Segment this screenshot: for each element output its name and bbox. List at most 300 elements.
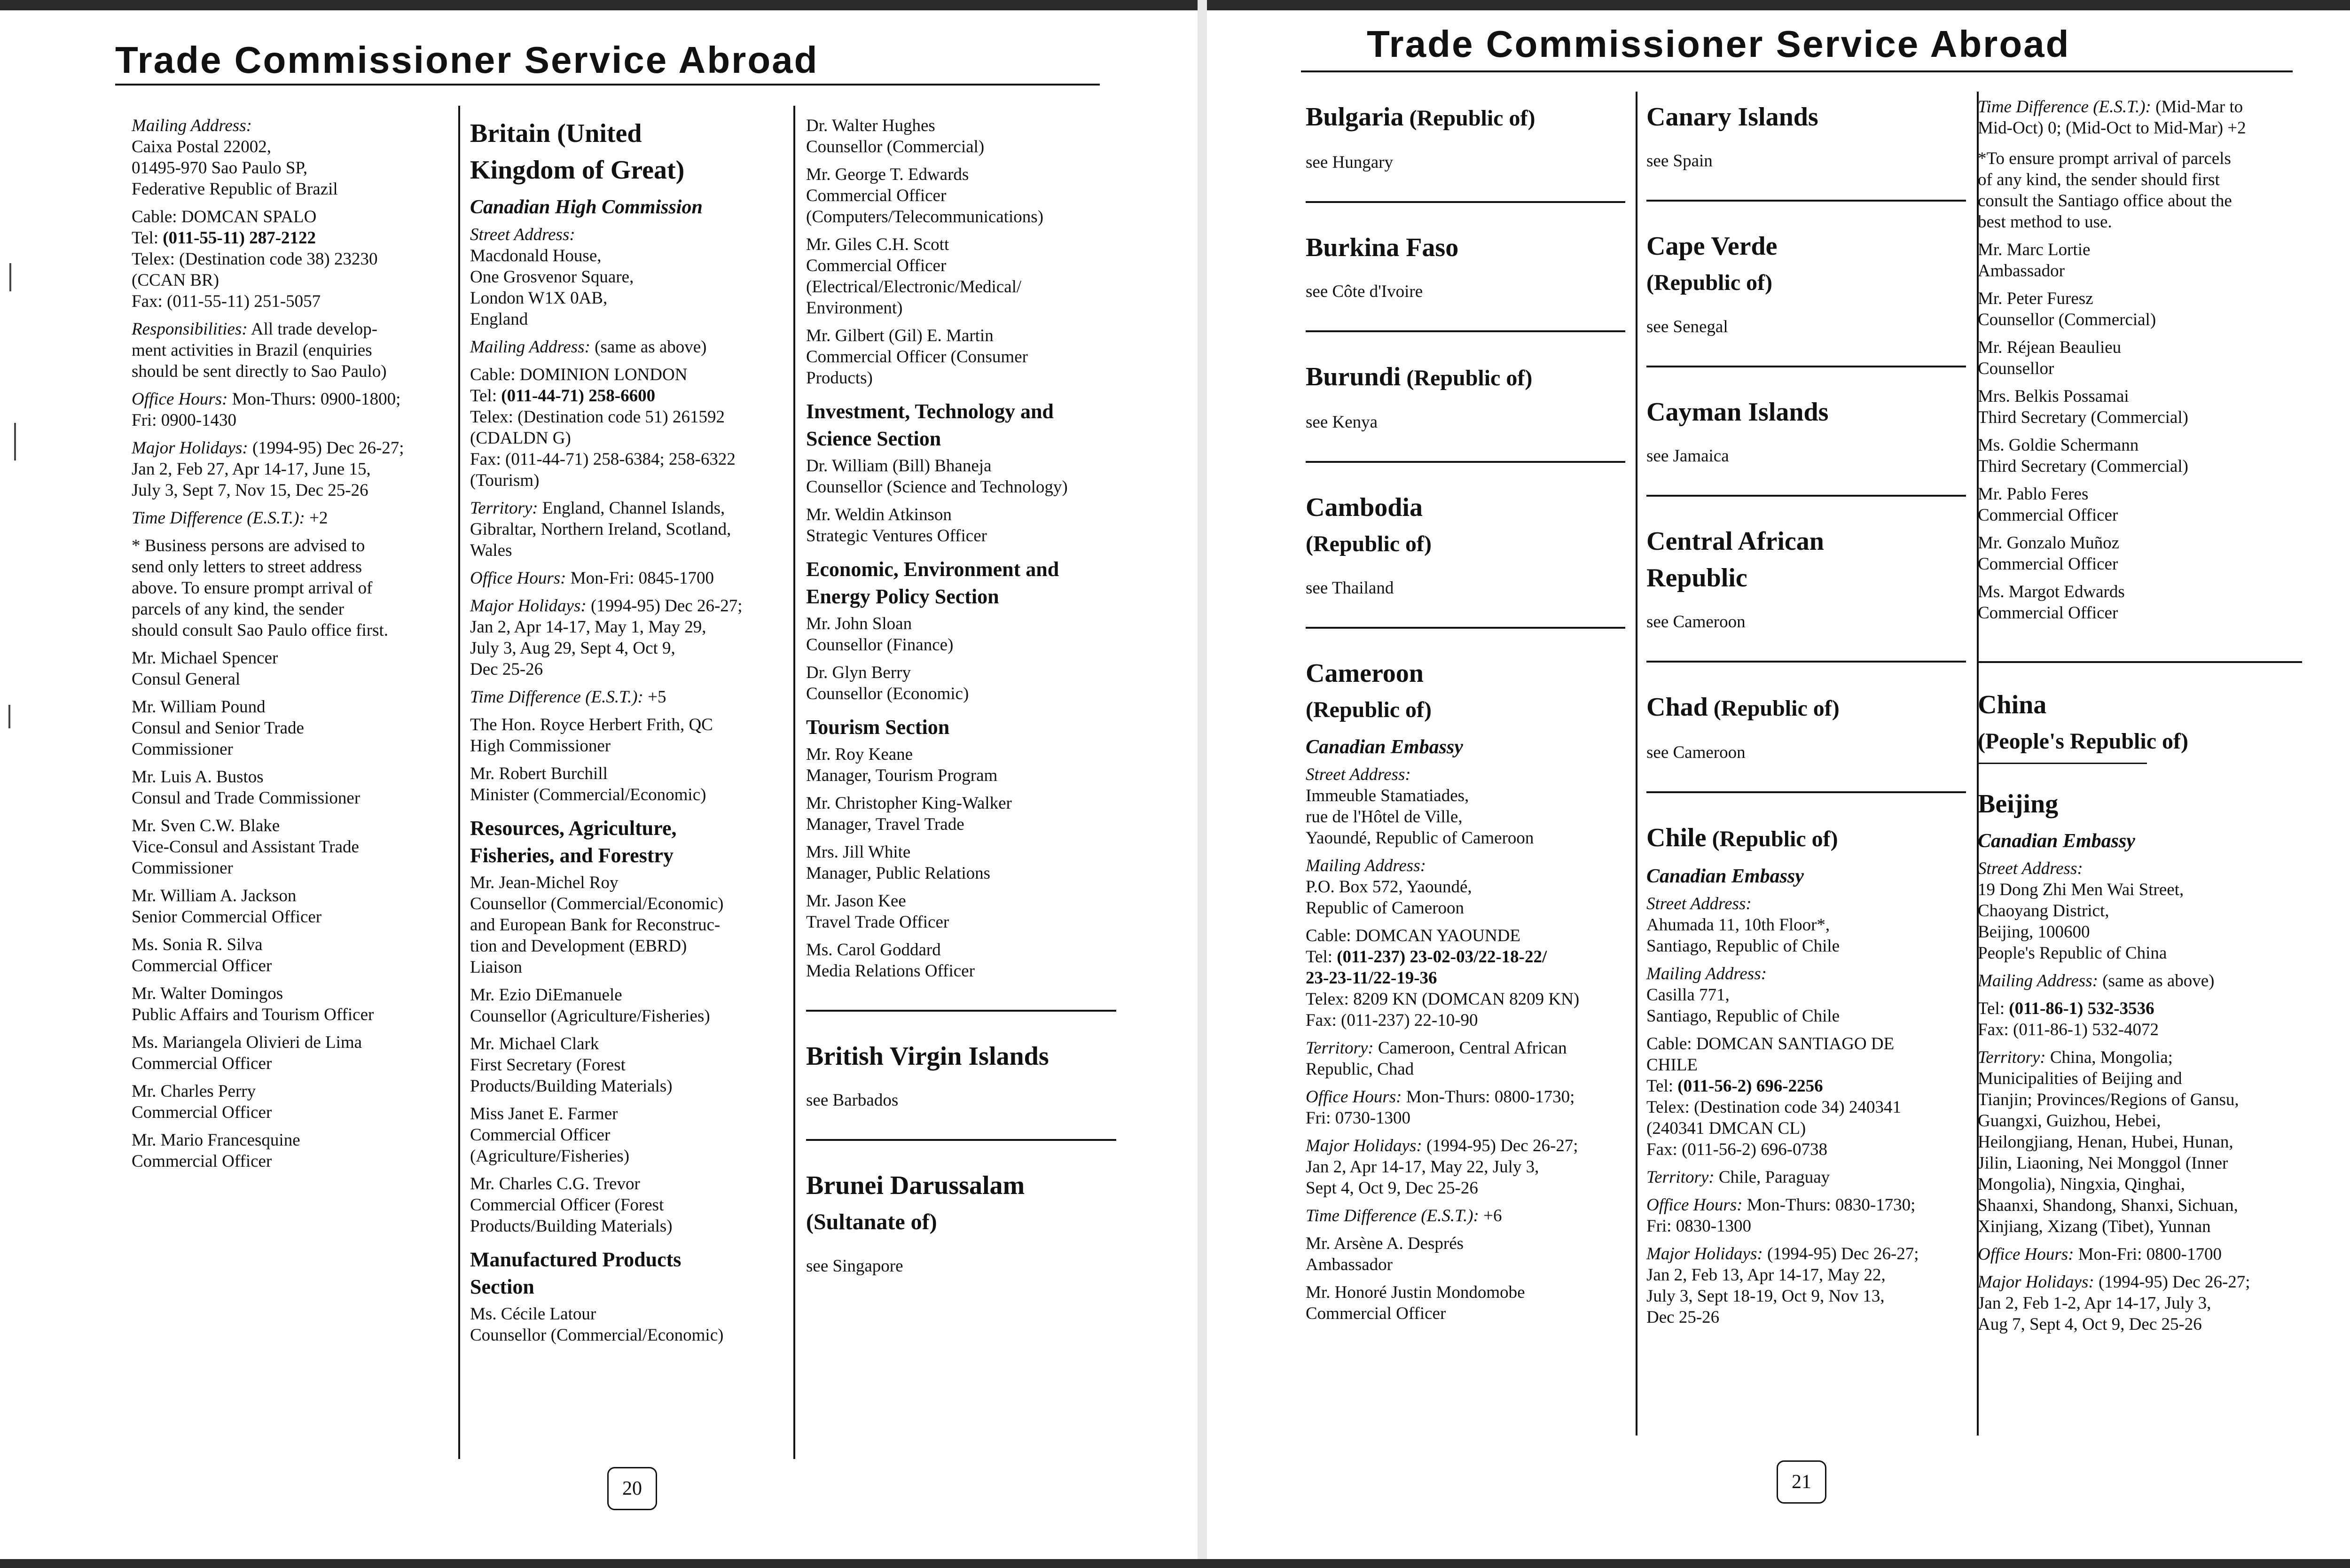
responsibilities — [132, 319, 432, 382]
text-line: Science Section — [806, 427, 941, 450]
street-address — [470, 224, 785, 330]
mailing-address — [1978, 970, 2302, 991]
text-line: Counsellor — [1978, 359, 2054, 378]
section-divider — [1306, 461, 1625, 463]
text-line: July 3, Sept 18-19, Oct 9, Nov 13, — [1646, 1287, 1885, 1306]
contact-numbers — [1646, 1033, 1966, 1160]
time-difference — [1306, 1205, 1625, 1226]
staff-entry — [132, 815, 432, 879]
text-line: Dr. William (Bill) Bhaneja — [806, 456, 992, 476]
text-line: Mrs. Jill White — [806, 843, 911, 862]
text-line: Telex: 8209 KN (DOMCAN 8209 KN) — [1306, 990, 1580, 1009]
text-line: Mongolia), Ningxia, Qinghai, — [1978, 1175, 2185, 1194]
text-line: Minister (Commercial/Economic) — [470, 785, 706, 804]
text-line: Street Address: — [1646, 894, 1752, 913]
text-line: Mr. Robert Burchill — [470, 764, 608, 783]
text-line: Macdonald House, — [470, 246, 602, 265]
text-line: Dr. Glyn Berry — [806, 663, 911, 682]
telephone-number: (011-237) 23-02-03/22-18-22/ — [1337, 947, 1547, 967]
section-divider — [1646, 495, 1966, 497]
text-fragment: Time Difference (E.S.T.): — [470, 687, 643, 707]
text-fragment: +2 — [305, 508, 328, 528]
text-line: Consul and Senior Trade — [132, 718, 304, 738]
text-line: Immeuble Stamatiades, — [1306, 786, 1469, 805]
text-fragment: +6 — [1479, 1206, 1502, 1225]
country-heading-cayman-islands: Cayman Islands — [1646, 398, 1829, 427]
text-line: (Agriculture/Fisheries) — [470, 1147, 630, 1166]
text-line: 01495-970 Sao Paulo SP, — [132, 158, 308, 178]
text-line: Mailing Address: — [1306, 856, 1426, 875]
subsection-divider — [1978, 763, 2147, 764]
staff-entry — [470, 1033, 785, 1097]
telephone-number: (011-55-11) 287-2122 — [163, 228, 316, 248]
staff-entry — [806, 613, 1116, 655]
text-line: Mr. Charles Perry — [132, 1082, 256, 1101]
text-fragment: Major Holidays: — [1978, 1272, 2094, 1292]
text-line: Caixa Postal 22002, — [132, 137, 272, 156]
cross-reference: see Spain — [1646, 151, 1713, 171]
text-line: best method to use. — [1978, 212, 2112, 232]
cross-reference: see Kenya — [1306, 413, 1378, 432]
text-line: Central African — [1646, 527, 1824, 556]
parcel-note — [132, 535, 432, 641]
time-difference — [132, 507, 432, 529]
section-divider — [1306, 201, 1625, 203]
text-line: July 3, Sept 7, Nov 15, Dec 25-26 — [132, 481, 368, 500]
staff-entry — [1978, 337, 2302, 379]
text-line: rue de l'Hôtel de Ville, — [1306, 807, 1463, 827]
header-rule — [1301, 70, 2293, 72]
staff-entry — [806, 504, 1116, 546]
text-fragment: (1994-95) Dec 26-27; — [248, 438, 404, 458]
text-line: Jilin, Liaoning, Nei Monggol (Inner — [1978, 1154, 2228, 1173]
text-line: Senior Commercial Officer — [132, 907, 322, 927]
text-line: and European Bank for Reconstruc- — [470, 915, 721, 935]
page-number: 20 — [607, 1467, 657, 1510]
cross-reference: see Côte d'Ivoire — [1306, 282, 1423, 301]
text-line: Third Secretary (Commercial) — [1978, 408, 2188, 427]
text-line: Commercial Officer — [806, 186, 947, 205]
staff-entry — [1978, 386, 2302, 428]
text-line: (Republic of) — [1306, 531, 1432, 556]
text-line: Cameroon — [1306, 659, 1424, 688]
text-line: should be sent directly to Sao Paulo) — [132, 362, 387, 381]
section-divider — [1646, 791, 1966, 793]
column-britain-continued — [806, 115, 1116, 1277]
staff-entry — [1978, 435, 2302, 477]
text-line: One Grosvenor Square, — [470, 267, 634, 287]
text-line: Cable: DOMCAN SANTIAGO DE — [1646, 1034, 1895, 1053]
scan-mark — [8, 705, 10, 728]
text-line: above. To ensure prompt arrival of — [132, 578, 373, 598]
text-line: Resources, Agriculture, — [470, 817, 677, 840]
text-line: Yaoundé, Republic of Cameroon — [1306, 828, 1534, 848]
text-fragment: Office Hours: — [470, 569, 566, 588]
mailing-address — [1306, 855, 1625, 919]
section-heading-investment — [806, 398, 1116, 452]
country-heading-british-virgin-islands: British Virgin Islands — [806, 1042, 1049, 1071]
text-line: (Tourism) — [470, 471, 540, 490]
office-heading: Canadian High Commission — [470, 196, 703, 218]
text-line: Mr. William A. Jackson — [132, 886, 297, 905]
column-b-countries — [1306, 99, 1625, 1331]
text-line: Miss Janet E. Farmer — [470, 1104, 618, 1123]
staff-entry — [470, 1303, 785, 1346]
text-fragment: Tel: — [1978, 999, 2009, 1018]
text-line: Commercial Officer — [1978, 603, 2118, 623]
section-heading-resources — [470, 815, 785, 869]
text-line: Counsellor (Economic) — [806, 684, 969, 703]
staff-entry — [806, 744, 1116, 786]
staff-entry — [132, 647, 432, 690]
text-line: Mr. Gilbert (Gil) E. Martin — [806, 326, 994, 345]
staff-entry — [1978, 532, 2302, 575]
contact-numbers — [1306, 925, 1625, 1031]
contact-numbers — [1978, 998, 2302, 1040]
text-line: Fax: (011-237) 22-10-90 — [1306, 1011, 1478, 1030]
text-line: of any kind, the sender should first — [1978, 170, 2220, 189]
text-line: Mr. Pablo Feres — [1978, 484, 2089, 504]
text-line: Liaison — [470, 958, 522, 977]
section-heading-economic — [806, 556, 1116, 610]
text-fragment: Mon-Thurs: 0800-1730; — [1402, 1087, 1575, 1107]
city-heading-beijing: Beijing — [1978, 789, 2059, 819]
text-fragment: Responsibilities: — [132, 320, 248, 339]
section-divider — [1306, 330, 1625, 332]
staff-entry — [1978, 288, 2302, 330]
text-line: tion and Development (EBRD) — [470, 936, 687, 956]
major-holidays — [470, 595, 785, 680]
staff-entry — [1978, 484, 2302, 526]
office-heading: Canadian Embassy — [1646, 866, 1804, 887]
text-fragment: Tel: — [1306, 947, 1337, 967]
text-line: People's Republic of China — [1978, 944, 2167, 963]
text-line: Commercial Officer (Consumer — [806, 347, 1028, 367]
text-line: Manager, Public Relations — [806, 864, 991, 883]
text-line: July 3, Aug 29, Sept 4, Oct 9, — [470, 639, 675, 658]
text-line: Dec 25-26 — [1646, 1308, 1720, 1327]
text-fragment: Mon-Fri: 0800-1700 — [2074, 1245, 2222, 1264]
text-line: ment activities in Brazil (enquiries — [132, 341, 372, 360]
text-line: Street Address: — [1978, 859, 2083, 878]
text-line: Consul and Trade Commissioner — [132, 788, 360, 808]
staff-entry — [132, 1081, 432, 1123]
office-hours — [1978, 1244, 2302, 1265]
text-line: Ms. Goldie Schermann — [1978, 436, 2139, 455]
street-address — [1306, 764, 1625, 849]
text-line: Dr. Walter Hughes — [806, 116, 935, 135]
text-line: Street Address: — [470, 225, 575, 244]
text-fragment: Office Hours: — [1646, 1195, 1743, 1215]
text-line: Mr. William Pound — [132, 697, 266, 717]
scan-mark — [14, 423, 16, 460]
text-line: Commercial Officer — [1306, 1304, 1446, 1323]
country-heading-burkina-faso: Burkina Faso — [1306, 233, 1459, 262]
text-line: High Commissioner — [470, 736, 611, 756]
text-line: *To ensure prompt arrival of parcels — [1978, 149, 2231, 168]
text-fragment: (Mid-Mar to — [2151, 97, 2243, 117]
office-hours — [1306, 1086, 1625, 1129]
text-line: Energy Policy Section — [806, 585, 999, 608]
text-fragment: +5 — [643, 687, 666, 707]
text-line: Street Address: — [1306, 765, 1411, 784]
contact-numbers — [132, 206, 432, 312]
section-divider — [1306, 627, 1625, 629]
text-line: (Republic of) — [1646, 270, 1772, 295]
text-line: Vice-Consul and Assistant Trade — [132, 837, 359, 857]
text-fragment: All trade develop- — [247, 320, 378, 339]
country-heading-cape-verde — [1646, 228, 1966, 301]
text-line: Commissioner — [132, 858, 233, 878]
text-line: Mailing Address: — [1646, 964, 1767, 983]
cross-reference: see Senegal — [1646, 317, 1728, 336]
text-line: First Secretary (Forest — [470, 1055, 626, 1075]
section-heading-tourism — [806, 714, 1116, 741]
staff-entry — [470, 714, 785, 757]
street-address — [1646, 893, 1966, 957]
page-gutter — [1198, 0, 1207, 1568]
text-line: Mr. George T. Edwards — [806, 165, 969, 184]
office-heading: Canadian Embassy — [1978, 830, 2135, 852]
text-fragment: Time Difference (E.S.T.): — [1978, 97, 2151, 117]
text-fragment: Time Difference (E.S.T.): — [1306, 1206, 1479, 1225]
text-line: Media Relations Officer — [806, 961, 975, 981]
major-holidays — [1646, 1243, 1966, 1328]
cross-reference: see Hungary — [1306, 153, 1393, 172]
text-fragment: Mailing Address: — [1978, 971, 2098, 991]
text-line: parcels of any kind, the sender — [132, 600, 345, 619]
text-fragment: Tel: — [132, 228, 163, 248]
staff-entry — [806, 793, 1116, 835]
text-fragment: Territory: — [1306, 1038, 1374, 1058]
page-header-title: Trade Commissioner Service Abroad — [115, 39, 819, 81]
text-line: Casilla 771, — [1646, 985, 1730, 1005]
major-holidays — [1306, 1135, 1625, 1199]
text-fragment: (Republic of) — [1706, 827, 1838, 851]
text-fragment: Tel: — [1646, 1077, 1678, 1096]
text-line: Mr. Weldin Atkinson — [806, 505, 952, 524]
text-line: Mr. Marc Lortie — [1978, 240, 2091, 259]
text-line: Guangxi, Guizhou, Hebei, — [1978, 1111, 2161, 1131]
staff-entry — [132, 1032, 432, 1074]
country-heading-brunei — [806, 1167, 1116, 1240]
staff-entry — [806, 890, 1116, 933]
cross-reference: see Thailand — [1306, 578, 1394, 598]
street-address — [1978, 858, 2302, 964]
section-heading-manufactured — [470, 1246, 785, 1301]
text-fragment: England, Channel Islands, — [538, 499, 725, 518]
text-line: Mr. Gonzalo Muñoz — [1978, 533, 2120, 553]
text-line: Mr. Roy Keane — [806, 745, 913, 764]
time-difference — [1978, 96, 2302, 139]
text-fragment: Territory: — [470, 499, 538, 518]
text-line: Investment, Technology and — [806, 400, 1054, 423]
section-divider — [1978, 661, 2302, 663]
header-rule — [115, 84, 1100, 86]
text-fragment: Chad — [1646, 693, 1708, 722]
text-line: Mr. Charles C.G. Trevor — [470, 1174, 640, 1194]
scan-mark — [9, 263, 11, 291]
mailing-address — [132, 115, 432, 200]
text-fragment: Burundi — [1306, 362, 1401, 391]
section-divider — [1646, 661, 1966, 663]
text-line: Gibraltar, Northern Ireland, Scotland, — [470, 520, 731, 539]
office-hours — [1646, 1194, 1966, 1237]
text-line: Jan 2, Apr 14-17, May 1, May 29, — [470, 617, 706, 637]
text-line: Heilongjiang, Henan, Hubei, Hunan, — [1978, 1132, 2233, 1152]
text-line: Mr. Christopher King-Walker — [806, 794, 1012, 813]
text-line: Third Secretary (Commercial) — [1978, 457, 2188, 476]
text-line: (CDALDN G) — [470, 429, 571, 448]
text-line: Products) — [806, 368, 873, 388]
time-difference — [470, 686, 785, 708]
text-line: Strategic Ventures Officer — [806, 526, 987, 546]
text-line: Kingdom of Great) — [470, 156, 685, 185]
text-line: London W1X 0AB, — [470, 289, 608, 308]
text-line: * Business persons are advised to — [132, 536, 365, 555]
text-line: Ms. Carol Goddard — [806, 940, 941, 960]
text-line: Republic — [1646, 563, 1747, 593]
staff-entry — [470, 1103, 785, 1167]
text-line: Dec 25-26 — [470, 660, 543, 679]
text-fragment: Major Holidays: — [1646, 1244, 1763, 1264]
staff-entry — [806, 164, 1116, 227]
country-heading-bulgaria — [1306, 99, 1625, 137]
text-line: Mr. Mario Francesquine — [132, 1131, 300, 1150]
text-line: Mr. Peter Furesz — [1978, 289, 2093, 308]
text-line: Counsellor (Commercial) — [806, 137, 985, 156]
text-line: Products/Building Materials) — [470, 1217, 673, 1236]
country-heading-china — [1978, 686, 2302, 760]
text-line: Santiago, Republic of Chile — [1646, 936, 1840, 956]
text-fragment: (1994-95) Dec 26-27; — [2094, 1272, 2250, 1292]
text-fragment: Tel: — [470, 386, 501, 406]
text-line: Counsellor (Finance) — [806, 635, 954, 655]
text-line: Republic, Chad — [1306, 1060, 1414, 1079]
text-fragment: Territory: — [1978, 1048, 2046, 1067]
text-line: Section — [470, 1275, 534, 1298]
text-line: Mr. Walter Domingos — [132, 984, 283, 1003]
text-line: send only letters to street address — [132, 557, 362, 577]
text-line: Consul General — [132, 670, 241, 689]
country-heading-chile — [1646, 819, 1966, 858]
column-c-countries — [1646, 99, 1966, 1334]
text-fragment: (same as above) — [2098, 971, 2215, 991]
country-heading-central-african-republic — [1646, 523, 1966, 596]
major-holidays — [1978, 1272, 2302, 1335]
text-line: Cable: DOMINION LONDON — [470, 365, 688, 384]
column-divider — [793, 106, 795, 1459]
text-line: Jan 2, Apr 14-17, May 22, July 3, — [1306, 1157, 1539, 1177]
text-line: Mr. Arsène A. Després — [1306, 1234, 1464, 1253]
text-line: Republic of Cameroon — [1306, 898, 1465, 918]
text-line: 19 Dong Zhi Men Wai Street, — [1978, 880, 2184, 899]
text-line: Mr. Luis A. Bustos — [132, 767, 264, 787]
text-line: Ambassador — [1306, 1255, 1393, 1274]
text-line: Economic, Environment and — [806, 558, 1059, 581]
office-heading: Canadian Embassy — [1306, 736, 1463, 758]
text-line: Fri: 0830-1300 — [1646, 1217, 1752, 1236]
territory — [1646, 1167, 1966, 1188]
text-line: Tianjin; Provinces/Regions of Gansu, — [1978, 1090, 2239, 1109]
text-line: Products/Building Materials) — [470, 1077, 673, 1096]
text-line: Cape Verde — [1646, 232, 1778, 261]
office-hours — [470, 568, 785, 589]
text-line: Brunei Darussalam — [806, 1171, 1025, 1200]
text-line: (240341 DMCAN CL) — [1646, 1119, 1806, 1138]
text-fragment: China, Mongolia; — [2045, 1048, 2173, 1067]
staff-entry — [806, 234, 1116, 319]
parcel-note — [1978, 148, 2302, 233]
text-line: Santiago, Republic of Chile — [1646, 1006, 1840, 1026]
text-fragment: (Republic of) — [1401, 366, 1533, 390]
staff-entry — [470, 1173, 785, 1237]
country-heading-cameroon — [1306, 655, 1625, 728]
text-line: Ms. Mariangela Olivieri de Lima — [132, 1033, 362, 1052]
text-fragment: Cameroon, Central African — [1373, 1038, 1567, 1058]
text-line: (Sultanate of) — [806, 1209, 937, 1234]
text-line: Ms. Sonia R. Silva — [132, 935, 263, 954]
telephone-number: (011-86-1) 532-3536 — [2009, 999, 2154, 1018]
text-line: Wales — [470, 541, 512, 560]
text-line: Shaanxi, Shandong, Shanxi, Sichuan, — [1978, 1196, 2238, 1215]
text-line: Tourism Section — [806, 716, 950, 739]
text-line: Commercial Officer (Forest — [470, 1195, 664, 1215]
text-line: Cambodia — [1306, 493, 1423, 522]
section-divider — [806, 1010, 1116, 1012]
text-line: Britain (United — [470, 119, 642, 148]
text-line: Federative Republic of Brazil — [132, 179, 338, 199]
text-fragment: Time Difference (E.S.T.): — [132, 508, 305, 528]
staff-entry — [806, 662, 1116, 704]
staff-entry — [470, 872, 785, 978]
country-heading-burundi — [1306, 359, 1625, 397]
text-fragment: (same as above) — [590, 337, 707, 357]
text-line: Cable: DOMCAN YAOUNDE — [1306, 926, 1520, 945]
text-line: Telex: (Destination code 38) 23230 — [132, 250, 378, 269]
text-line: Fax: (011-86-1) 532-4072 — [1978, 1020, 2159, 1039]
text-line: (Computers/Telecommunications) — [806, 207, 1044, 226]
territory — [1306, 1038, 1625, 1080]
territory — [470, 498, 785, 561]
text-line: (Republic of) — [1306, 697, 1432, 722]
text-line: Counsellor (Commercial/Economic) — [470, 894, 724, 913]
text-line: Jan 2, Feb 27, Apr 14-17, June 15, — [132, 460, 371, 479]
text-line: Fax: (011-56-2) 696-0738 — [1646, 1140, 1828, 1159]
text-line: Cable: DOMCAN SPALO — [132, 207, 317, 226]
staff-entry — [1978, 581, 2302, 624]
text-line: Mr. Sven C.W. Blake — [132, 816, 280, 835]
text-line: Mid-Oct) 0; (Mid-Oct to Mid-Mar) +2 — [1978, 118, 2246, 138]
staff-entry — [806, 939, 1116, 982]
telephone-number: (011-56-2) 696-2256 — [1677, 1077, 1823, 1096]
text-fragment: Chile, Paraguay — [1714, 1168, 1830, 1187]
text-line: Aug 7, Sept 4, Oct 9, Dec 25-26 — [1978, 1315, 2202, 1334]
staff-entry — [132, 766, 432, 809]
staff-entry — [132, 934, 432, 976]
text-line: Manager, Tourism Program — [806, 766, 998, 785]
text-line: Commercial Officer — [470, 1125, 611, 1145]
staff-entry — [132, 983, 432, 1025]
text-line: should consult Sao Paulo office first. — [132, 621, 389, 640]
cross-reference: see Cameroon — [1646, 612, 1746, 632]
staff-entry — [132, 696, 432, 760]
text-fragment: Office Hours: — [132, 390, 228, 409]
text-line: Manufactured Products — [470, 1248, 682, 1271]
text-fragment: Territory: — [1646, 1168, 1715, 1187]
text-line: Municipalities of Beijing and — [1978, 1069, 2182, 1088]
mailing-address — [470, 336, 785, 358]
